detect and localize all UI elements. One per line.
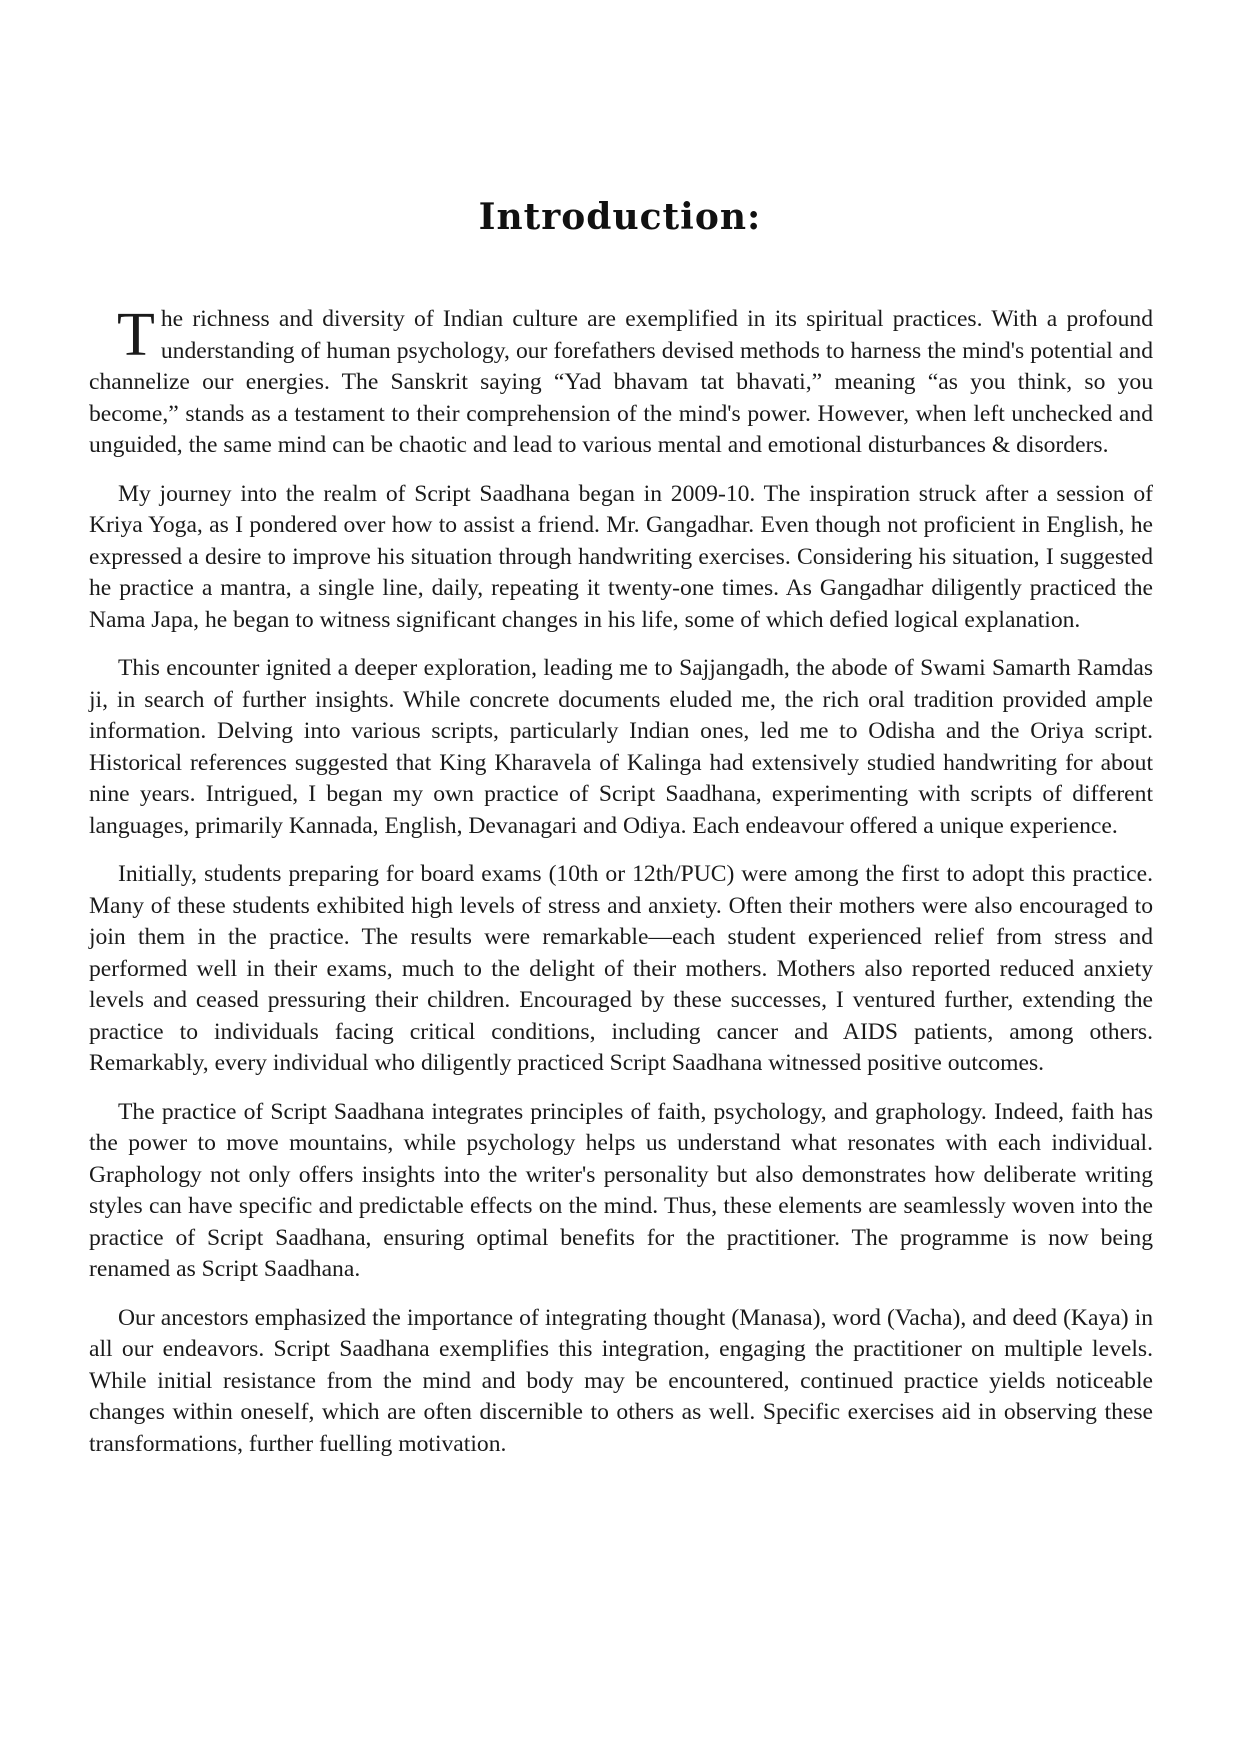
paragraph-1 <box>89 301 1153 462</box>
paragraph-2: My journey into the realm of Script Saadhana began in 2009-10. The inspiration struck after a session of Kriya Yoga, as I pondered over how to assist a friend. Mr. Gangadhar. Even though not proficient in English, he expressed a desire to improve his situation through handwriting exercises. Considering his situation, I suggested he practice a mantra, a single line, daily, repeating it twenty-one times. As Gangadhar diligently practiced the Nama Japa, he began to witness significant changes in his life, some of which defied logical explanation. <box>89 480 1153 633</box>
paragraph-3: This encounter ignited a deeper exploration, leading me to Sajjangadh, the abode of Swami Samarth Ramdas ji, in search of further insights. While concrete documents eluded me, the rich oral tradition provided ample information. Delving into various scripts, particularly Indian ones, led me to Odisha and the Oriya script. Historical references suggested that King Kharavela of Kalinga had extensively studied handwriting for about nine years. Intrigued, I began my own practice of Script Saadhana, experimenting with scripts of different languages, primarily Kannada, English, Devanagari and Odiya. Each endeavour offered a unique experience. <box>89 655 1153 839</box>
page-title: Introduction: <box>478 196 762 238</box>
body-text <box>89 301 1153 1477</box>
paragraph-6: Our ancestors emphasized the importance of integrating thought (Manasa), word (Vacha), and deed (Kaya) in all our endeavors. Script Saadhana exemplifies this integration, engaging the practitioner on multiple levels. While initial resistance from the mind and body may be encountered, continued practice yields noticeable changes within oneself, which are often discernible to others as well. Specific exercises aid in observing these transformations, further fuelling motivation. <box>89 1304 1153 1457</box>
paragraph-4: Initially, students preparing for board exams (10th or 12th/PUC) were among the first to adopt this practice. Many of these students exhibited high levels of stress and anxiety. Often their mothers were also encouraged to join them in the practice. The results were remarkable—each student experienced relief from stress and performed well in their exams, much to the delight of their mothers. Mothers also reported reduced anxiety levels and ceased pressuring their children. Encouraged by these successes, I ventured further, extending the practice to individuals facing critical conditions, including cancer and AIDS patients, among others. Remarkably, every individual who diligently practiced Script Saadhana witnessed positive outcomes. <box>89 861 1153 1076</box>
drop-cap: T <box>117 301 155 369</box>
paragraph-1-text: he richness and diversity of Indian culture are exemplified in its spiritual practices. With a profound understanding of human psychology, our forefathers devised methods to harness the mind's potential and channelize our energies. The Sanskrit saying “Yad bhavam tat bhavati,” meaning “as you think, so you become,” stands as a testament to their comprehension of the mind's power. However, when left unchecked and unguided, the same mind can be chaotic and lead to various mental and emotional disturbances & disorders. <box>89 306 1153 458</box>
paragraph-5: The practice of Script Saadhana integrates principles of faith, psychology, and graphology. Indeed, faith has the power to move mountains, while psychology helps us understand what resonates with each individual. Graphology not only offers insights into the writer's personality but also demonstrates how deliberate writing styles can have specific and predictable effects on the mind. Thus, these elements are seamlessly woven into the practice of Script Saadhana, ensuring optimal benefits for the practitioner. The programme is now being renamed as Script Saadhana. <box>89 1098 1153 1282</box>
